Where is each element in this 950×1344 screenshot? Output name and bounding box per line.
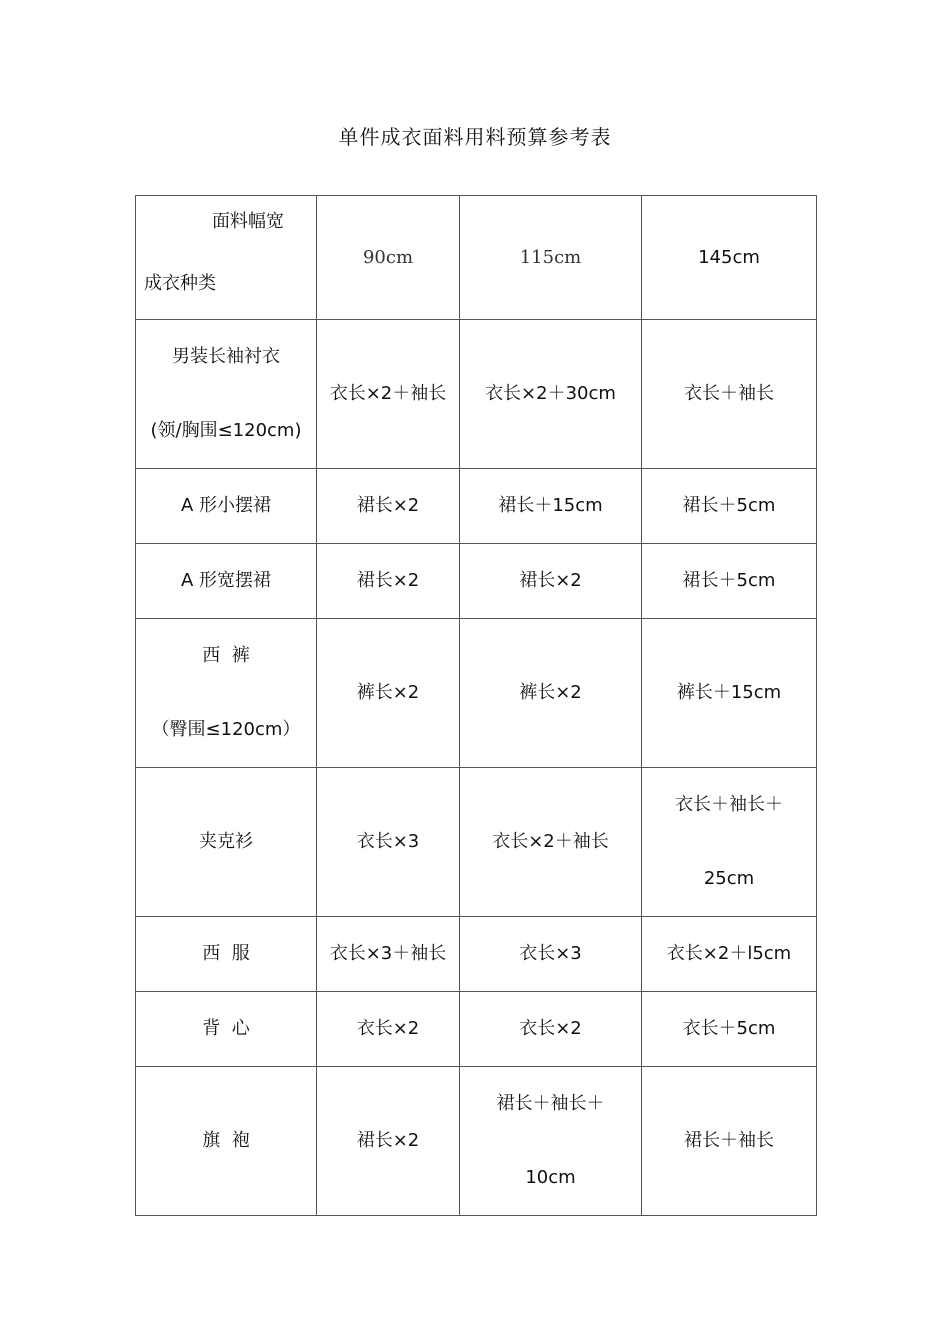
usage-cell-115: 衣长×2 xyxy=(460,992,642,1067)
garment-name-cell xyxy=(136,320,317,469)
usage-text-line2: 25cm xyxy=(703,868,755,889)
garment-name: 男装长袖衬衣 xyxy=(172,346,280,368)
usage-text-line2: 10cm xyxy=(525,1167,576,1188)
usage-cell-145 xyxy=(642,768,817,917)
usage-cell-90: 衣长×3＋袖长 xyxy=(317,917,460,992)
usage-cell-90: 裙长×2 xyxy=(317,469,460,544)
usage-cell-90: 裙长×2 xyxy=(317,1067,460,1216)
usage-cell-145: 裙长＋5cm xyxy=(642,469,817,544)
garment-name: 西 裤 xyxy=(202,645,250,667)
usage-text-line1: 衣长＋袖长＋ xyxy=(675,794,783,816)
usage-cell-145: 衣长＋5cm xyxy=(642,992,817,1067)
usage-cell-90: 衣长×2 xyxy=(317,992,460,1067)
usage-cell-90: 裤长×2 xyxy=(317,619,460,768)
usage-cell-145: 衣长×2＋l5cm xyxy=(642,917,817,992)
table-row xyxy=(136,768,817,917)
usage-cell-115: 裙长×2 xyxy=(460,544,642,619)
garment-type-label: 成衣种类 xyxy=(144,273,216,294)
table-row xyxy=(136,992,817,1067)
usage-cell-90: 衣长×2＋袖长 xyxy=(317,320,460,469)
usage-cell-115: 裤长×2 xyxy=(460,619,642,768)
garment-name-cell xyxy=(136,619,317,768)
usage-cell-145: 裙长＋5cm xyxy=(642,544,817,619)
usage-cell-145: 裤长＋15cm xyxy=(642,619,817,768)
table-row xyxy=(136,619,817,768)
garment-note: (领/胸围≤120cm) xyxy=(150,420,302,441)
usage-cell-115: 裙长＋15cm xyxy=(460,469,642,544)
fabric-usage-table xyxy=(135,195,817,1216)
garment-name: A 形小摆裙 xyxy=(136,469,317,544)
width-header-90: 90cm xyxy=(317,196,460,320)
usage-cell-145: 裙长＋袖长 xyxy=(642,1067,817,1216)
usage-cell-115: 衣长×2＋30cm xyxy=(460,320,642,469)
garment-name: A 形宽摆裙 xyxy=(136,544,317,619)
table-row xyxy=(136,917,817,992)
garment-name: 旗 袍 xyxy=(136,1067,317,1216)
table-row xyxy=(136,1067,817,1216)
garment-name: 背 心 xyxy=(136,992,317,1067)
garment-name: 夹克衫 xyxy=(136,768,317,917)
corner-header-cell xyxy=(136,196,317,320)
usage-text-line1: 裙长＋袖长＋ xyxy=(496,1093,605,1115)
usage-cell-115: 衣长×2＋袖长 xyxy=(460,768,642,917)
width-header-115: 115cm xyxy=(460,196,642,320)
page-title: 单件成衣面料用料预算参考表 xyxy=(338,125,612,149)
width-header-145: 145cm xyxy=(642,196,817,320)
table-row xyxy=(136,469,817,544)
usage-cell-90: 裙长×2 xyxy=(317,544,460,619)
fabric-width-label: 面料幅宽 xyxy=(212,211,284,232)
table-row xyxy=(136,320,817,469)
garment-name: 西 服 xyxy=(136,917,317,992)
table-row xyxy=(136,544,817,619)
usage-cell-90: 衣长×3 xyxy=(317,768,460,917)
usage-cell-145: 衣长＋袖长 xyxy=(642,320,817,469)
garment-note: （臀围≤120cm） xyxy=(151,719,301,740)
usage-cell-115 xyxy=(460,1067,642,1216)
usage-cell-115: 衣长×3 xyxy=(460,917,642,992)
table-header-row xyxy=(136,196,817,320)
